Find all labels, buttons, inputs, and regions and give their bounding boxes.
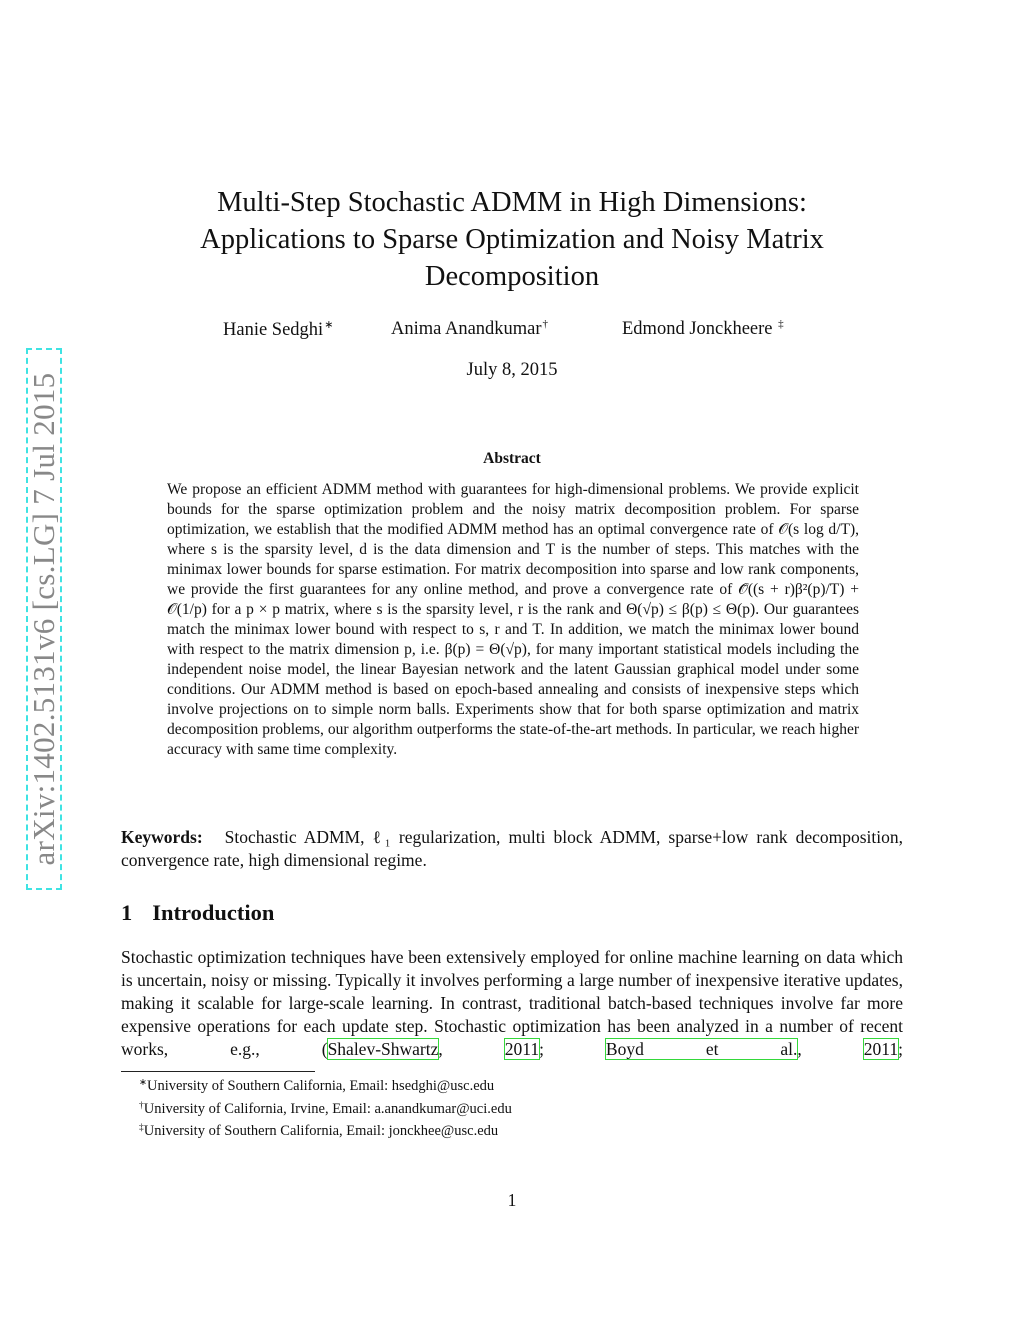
arxiv-stamp[interactable]: [26, 348, 62, 890]
keywords-text: Stochastic ADMM, ℓ₁ regularization, multi block ADMM, sparse+low rank decomposition, convergence rate, high dimensional regime.: [121, 827, 903, 870]
section-heading-introduction: [121, 900, 274, 926]
paper-title: Multi-Step Stochastic ADMM in High Dimensions: Applications to Sparse Optimization and Noisy Matrix Decomposition: [200, 187, 824, 292]
section-number: 1: [121, 900, 133, 925]
keywords-label: Keywords:: [121, 827, 203, 847]
keywords-paragraph: [121, 826, 903, 871]
citation-shalev-shwartz-year[interactable]: 2011: [504, 1039, 540, 1059]
footnote-2-mark: †: [139, 1100, 144, 1111]
footnote-3: [139, 1119, 512, 1142]
author-2-mark: †: [542, 318, 549, 330]
footnote-1-mark: ∗: [139, 1078, 147, 1088]
footnote-2-text: University of California, Irvine, Email: a.anandkumar@uci.edu: [143, 1100, 512, 1117]
citation-boyd-year[interactable]: 2011: [863, 1039, 899, 1059]
citation-shalev-shwartz-author[interactable]: Shalev-Shwartz: [327, 1039, 439, 1059]
author-3: [622, 318, 784, 340]
intro-paragraph: [121, 946, 903, 1061]
footnote-3-text: University of Southern California, Email: jonckhee@usc.edu: [143, 1123, 499, 1139]
arxiv-stamp-text: arXiv:1402.5131v6 [cs.LG] 7 Jul 2015: [26, 372, 61, 866]
author-1: [223, 318, 333, 341]
section-title: Introduction: [152, 900, 275, 925]
page-number: 1: [507, 1190, 517, 1210]
footnote-3-mark: ‡: [139, 1123, 144, 1133]
footnotes: [139, 1074, 512, 1142]
author-1-name: Hanie Sedghi: [223, 320, 324, 340]
abstract-text: We propose an efficient ADMM method with guarantees for high-dimensional problems. We provide explicit bounds for the sparse optimization problem and the noisy matrix decomposition problem. For sparse optimization, we establish that the modified ADMM method has an optimal convergence rate of 𝒪(s log d/T), where s is the sparsity level, d is the data dimension and T is the number of steps. This matches with the minimax lower bounds for sparse estimation. For matrix decomposition into sparse and low rank components, we provide the first guarantees for any online method, and prove a convergence rate of 𝒪̃((s + r)β²(p)/T) + 𝒪(1/p) for a p × p matrix, where s is the sparsity level, r is the rank and Θ(√p) ≤ β(p) ≤ Θ(p). Our guarantees match the minimax lower bound with respect to s, r and T. In addition, we match the minimax lower bound with respect to the matrix dimension p, i.e. β(p) = Θ(√p), for many important statistical models including the independent noise model, the linear Bayesian network and the latent Gaussian graphical model under some conditions. Our ADMM method is based on epoch-based annealing and consists of inexpensive steps which involve projections on to simple norm balls. Experiments show that for both sparse optimization and matrix decomposition problems, our algorithm outperforms the state-of-the-art methods. In particular, we reach higher accuracy with same time complexity.: [167, 481, 859, 758]
intro-text: Stochastic optimization techniques have been extensively employed for online machine learning on data which is uncertain, noisy or missing. Typically it involves performing a large number of inexpensive iterative updates, making it scalable for large-scale learning. In contrast, traditional batch-based techniques involve far more expensive operations for each update step. Stochastic optimization has been analyzed in a number of recent works, e.g., (: [121, 947, 903, 1059]
author-2-name: Anima Anandkumar: [391, 319, 542, 339]
author-2: [391, 318, 548, 340]
footnote-1-text: University of Southern California, Email: hsedghi@usc.edu: [146, 1078, 495, 1094]
citation-boyd-author[interactable]: Boyd et al.: [605, 1039, 798, 1059]
footnote-1: [139, 1074, 512, 1097]
author-3-mark: ‡: [778, 318, 784, 330]
footnote-2: [139, 1097, 512, 1120]
footnote-rule: [121, 1071, 315, 1072]
author-3-name: Edmond Jonckheere: [622, 319, 778, 339]
citation-separator: ,: [797, 1039, 864, 1059]
citation-between: ;: [539, 1039, 606, 1059]
citation-separator: ,: [438, 1039, 505, 1059]
paper-date: July 8, 2015: [466, 360, 558, 380]
author-1-mark: ∗: [324, 319, 334, 331]
abstract-heading: Abstract: [483, 450, 541, 467]
citation-end: ;: [898, 1039, 903, 1059]
